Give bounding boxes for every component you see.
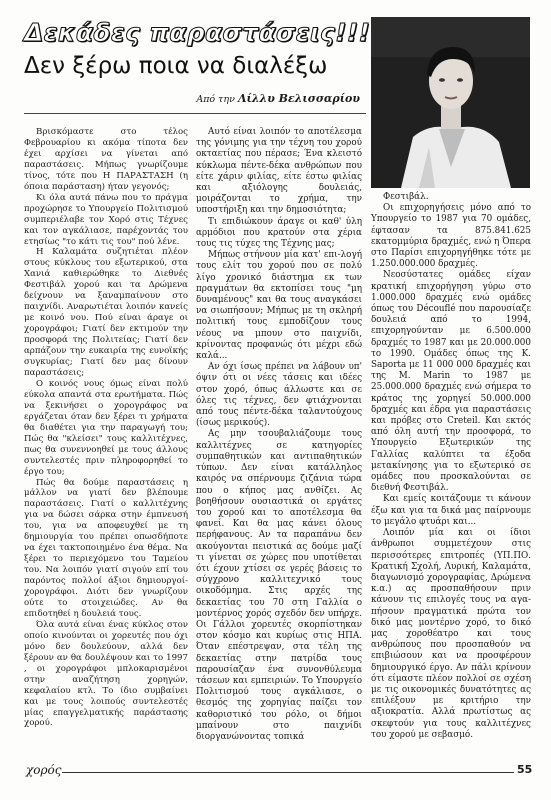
paragraph: Κι όλα αυτά πάνω που το πράγμα προχώρησε το Υπουργείο Πολιτισμού συμπεριέλαβε τον Χορό στις Τέχνες και τον αγκάλιασε, παρέχοντάς του ετησίως "το κάτι τις του" πού λένε. bbox=[24, 192, 188, 247]
text-column-1 bbox=[24, 127, 188, 729]
paragraph: Αν όχι ίσως πρέπει να λάβουν υπ' όψιν ότι οι νέες τάσεις και ιδέες στον χορό, όπως άλλωστε και σε όλες τις τέχνες, δεν φτιάχνονται από τους πέντε-δέκα ταλαντούχους (ίσως μερικούς). bbox=[196, 362, 362, 429]
footer-divider bbox=[62, 772, 514, 773]
byline-prefix: Από την bbox=[196, 94, 235, 105]
paragraph: Φεστιβάλ. bbox=[383, 192, 429, 202]
byline-name: Λίλλυ Βελισσαρίου bbox=[237, 92, 360, 105]
page-number: 55 bbox=[517, 763, 533, 776]
byline bbox=[190, 92, 360, 105]
text-column-3 bbox=[371, 192, 531, 741]
dancer-portrait-photo bbox=[371, 17, 530, 188]
title-divider bbox=[24, 113, 366, 114]
article-title: Δεκάδες παραστάσεις!!! bbox=[24, 18, 371, 47]
paragraph: Βρισκόμαστε στο τέλος Φεβρουαρίου κι ακόμα τίποτα δεν έχει αρχίσει να γίνεται από παραστάσεις. Μήπως γνωρίζουμε τίνος, τότε που Η ΠΑΡΑΣΤΑΣΗ (η όποια παράσταση) ήταν γεγονός; bbox=[24, 127, 188, 192]
paragraph: Οι επιχορηγήσεις μόνο από το Υπουργείο το 1987 για 70 ομάδες, έφτασαν τα 875.841.625 εκατομμύρια δραχμές, ενώ η Όπερα στο Παρίσι επιχορηγήθηκε τότε με 1.250.000.000 δραχμές. bbox=[371, 203, 531, 270]
paragraph: Τι επιδιώκουν άραγε οι καθ' ύλη αρμόδιοι που κρατούν στα χέρια τους τις τύχες της Τέχνης μας; bbox=[196, 216, 362, 250]
paragraph: Μήπως στήνουν μία κατ' επι-λογή τους ελίτ του χορού που σε πολύ λίγο χρονικό διάστημα εκ των πραγμάτων θα εκτοπίσει τους "μη δυναμένους" και θα τους αναγκάσει να σιωπήσουν; Μήπως με τη σκληρή πολιτική τους εμποδίζουν τους νέους να μπουν στο παιχνίδι, κρίνοντας προφανώς ότι μέχρι εδώ καλά... bbox=[196, 250, 362, 362]
paragraph: Όλα αυτά είναι ένας κύκλος στον οποίο κινούνται οι χορευτές που όχι μόνο δεν δουλεύουν, αλλά δεν ξέρουν αν θα δουλέψουν και το 1997 , οι χορογράφοι μπλοκαρισμένοι στην αναζήτηση χορηγών, κεφαλαίου κτλ. Το ίδιο συμβαίνει και με τους λοιπούς συντελεστές μίας επαγγελματικής παράστασης χορού. bbox=[24, 619, 188, 729]
paragraph: Η Καλαμάτα συζητιέται πλέον στους κύκλους του εξωτερικού, στα Χανιά καθιερώθηκε το Διεθνές Φεστιβάλ χορού και τα Δρώμενα δείχνουν να ξαναμπαίνουν στο παιχνίδι. Αναρωτιέται λοιπόν κανείς με κοινό νου. Πού είναι άραγε οι χορογράφοι; Γιατί δεν εκτιμούν την προσφορά της Πολιτείας; Γιατί δεν αρπάζουν την ευκαιρία της ευνοϊκής συγκυρίας; Γιατί δεν μας δίνουν παραστάσεις; bbox=[24, 247, 188, 378]
paragraph: Και εμείς κοιτάζουμε τι κάνουν έξω και για τα δικά μας παίρνουμε το μεγάλο φτυάρι και... bbox=[371, 494, 531, 527]
magazine-logo: χορός bbox=[26, 763, 62, 777]
dancer-portrait-illustration bbox=[371, 17, 530, 188]
text-column-2 bbox=[196, 127, 362, 743]
paragraph: Πώς θα δούμε παραστάσεις η μάλλον να γιατί δεν βλέπουμε παραστάσεις. Γιατί ο καλλιτέχνης για να δώσει σάρκα στην έμπνευσή του, για να αποφευχθεί με τη δημιουργία του πρέπει οπωσδήποτε να έχει τακτοποιημένο ένα θέμα. Να ξέρει το περιεχόμενο του Ταμείου του. Να λοιπόν γιατί σιγούν επί του παρόντος πολλοί άξιοι δημιουργοί-χορογράφοι. Διότι δεν γνωρίζουν ούτε το στοιχειώδες. Αν θα επιδοτηθεί η δουλειά τους. bbox=[24, 477, 188, 619]
paragraph: Νεοσύστατες ομάδες είχαν κρατική επιχορήγηση γύρω στο 1.000.000 δραχμές ενώ ομάδες όπως του Découflé που παρουσίαζε δουλειά από το 1994, επιχορηγούνταν με 6.500.000 δραχμές το 1987 και με 20.000.000 το 1990. Ομάδες όπως της K. Saporta με 11 000 000 δραχμές και της M. Marin το 1987 με 25.000.000 δραχμές ενώ σήμερα το κράτος της χορηγεί 50.000.000 δραχμές και έδρα για παραστάσεις και πρόβες στο Creteil. Και εκτός από όλη αυτή την προσφορά, το Υπουργείο Εξωτερικών της Γαλλίας καλύπτει τα έξοδα μετακίνησης για το εξωτερικό σε ομάδες που προσκαλούνται σε διεθνή Φεστιβάλ. bbox=[371, 270, 531, 494]
article-subtitle: Δεν ξέρω ποια να διαλέξω bbox=[24, 53, 328, 79]
paragraph: Ας μην τσουβαλιάζουμε τους καλλιτέχνες σε κατηγορίες συμπαθητικών και αντιπαθητικών τύπων. Δεν είναι κατάλληλος καιρός να σπέρνουμε ζιζάνια τώρα που ο κήπος μας ανθίζει. Ας βοηθήσουν ουσιαστικά οι εργάτες του χορού και το αποτέλεσμα θα φανεί. Και θα μας κάνει όλους περήφανους. Αν τα παραπάνω δεν ακούγονται πειστικά ας δούμε μαζί τι γίνεται σε χώρες που υποτίθεται ότι έχουν χτίσει σε γερές βάσεις το σύγχρονο καλλιτεχνικό τους οικοδόμημα. Στις αρχές της δεκαετίας του 70 στη Γαλλία ο μοντέρνος χορός σχεδόν δεν υπήρχε. Οι Γάλλοι χορευτές σκορπίστηκαν στον κόσμο και κυρίως στις ΗΠΑ. Όταν επέστρεψαν, στα τέλη της δεκαετίας στην πατρίδα τους παρουσίαζαν ένα συνονθύλευμα τάσεων και εμπειριών. Το Υπουργείο Πολιτισμού τους αγκάλιασε, ο θεσμός της χορηγίας παίζει τον καθοριστικό του ρόλο, οι δήμοι μπαίνουν στο παιχνίδι διοργανώνοντας τοπικά bbox=[196, 429, 362, 742]
paragraph: Αυτό είναι λοιπόν το αποτέλεσμα της γόνιμης για την τέχνη του χορού οκταετίας που πέρασε; Ένα κλειστό κύκλωμα πέντε-δέκα ανθρώπων που είτε χάριν φιλίας, είτε έστω φιλίας και αξιόλογης δουλειάς, μοιράζονται το χρήμα, την υποστήριξη και την δημοσιότητα; bbox=[196, 127, 362, 216]
paragraph: Λοιπόν μία και οι ίδιοι άνθρωποι συμμετέχουν στις περισσότερες επιτροπές (ΥΠ.ΠΟ. Κρατική Σχολή, Λυρική, Καλαμάτα, διαγωνισμό χορογραφίας, Δρώμενα κ.α.) ας προσπαθήσουν πριν κάνουν τις επιλογές τους να αγα-πήσουν πραγματικά πρώτα τον δικό μας μοντέρνο χορό, το δικό μας χοροθέατρο και τους ανθρώπους που προσπαθούν να επιβιώσουν και να προσφέρουν δημιουργικό έργο. Αν πάλι κρίνουν ότι είμαστε πλέον πολλοί σε σχέση με τις οικονομικές δυνατότητες ας επιλέξουν με κριτήριο την αξιοκρατία. Αλλά πρωτίστως ας σκεφτούν για τους καλλιτέχνες του χορού με σεβασμό. bbox=[371, 528, 531, 740]
paragraph: Ο κοινός νους όμως είναι πολύ εύκολα απαντά στα ερωτήματα. Πώς να ξεκινήσει ο χορογράφος να εργάζεται όταν δεν ξέρει τι χρήματα θα διαθέτει για την παραγωγή του; Πώς θα "κλείσει" τους καλλιτέχνες, πως θα συνεννοηθεί με τους άλλους συντελεστές πριν πληροφορηθεί το έργο του; bbox=[24, 378, 188, 477]
